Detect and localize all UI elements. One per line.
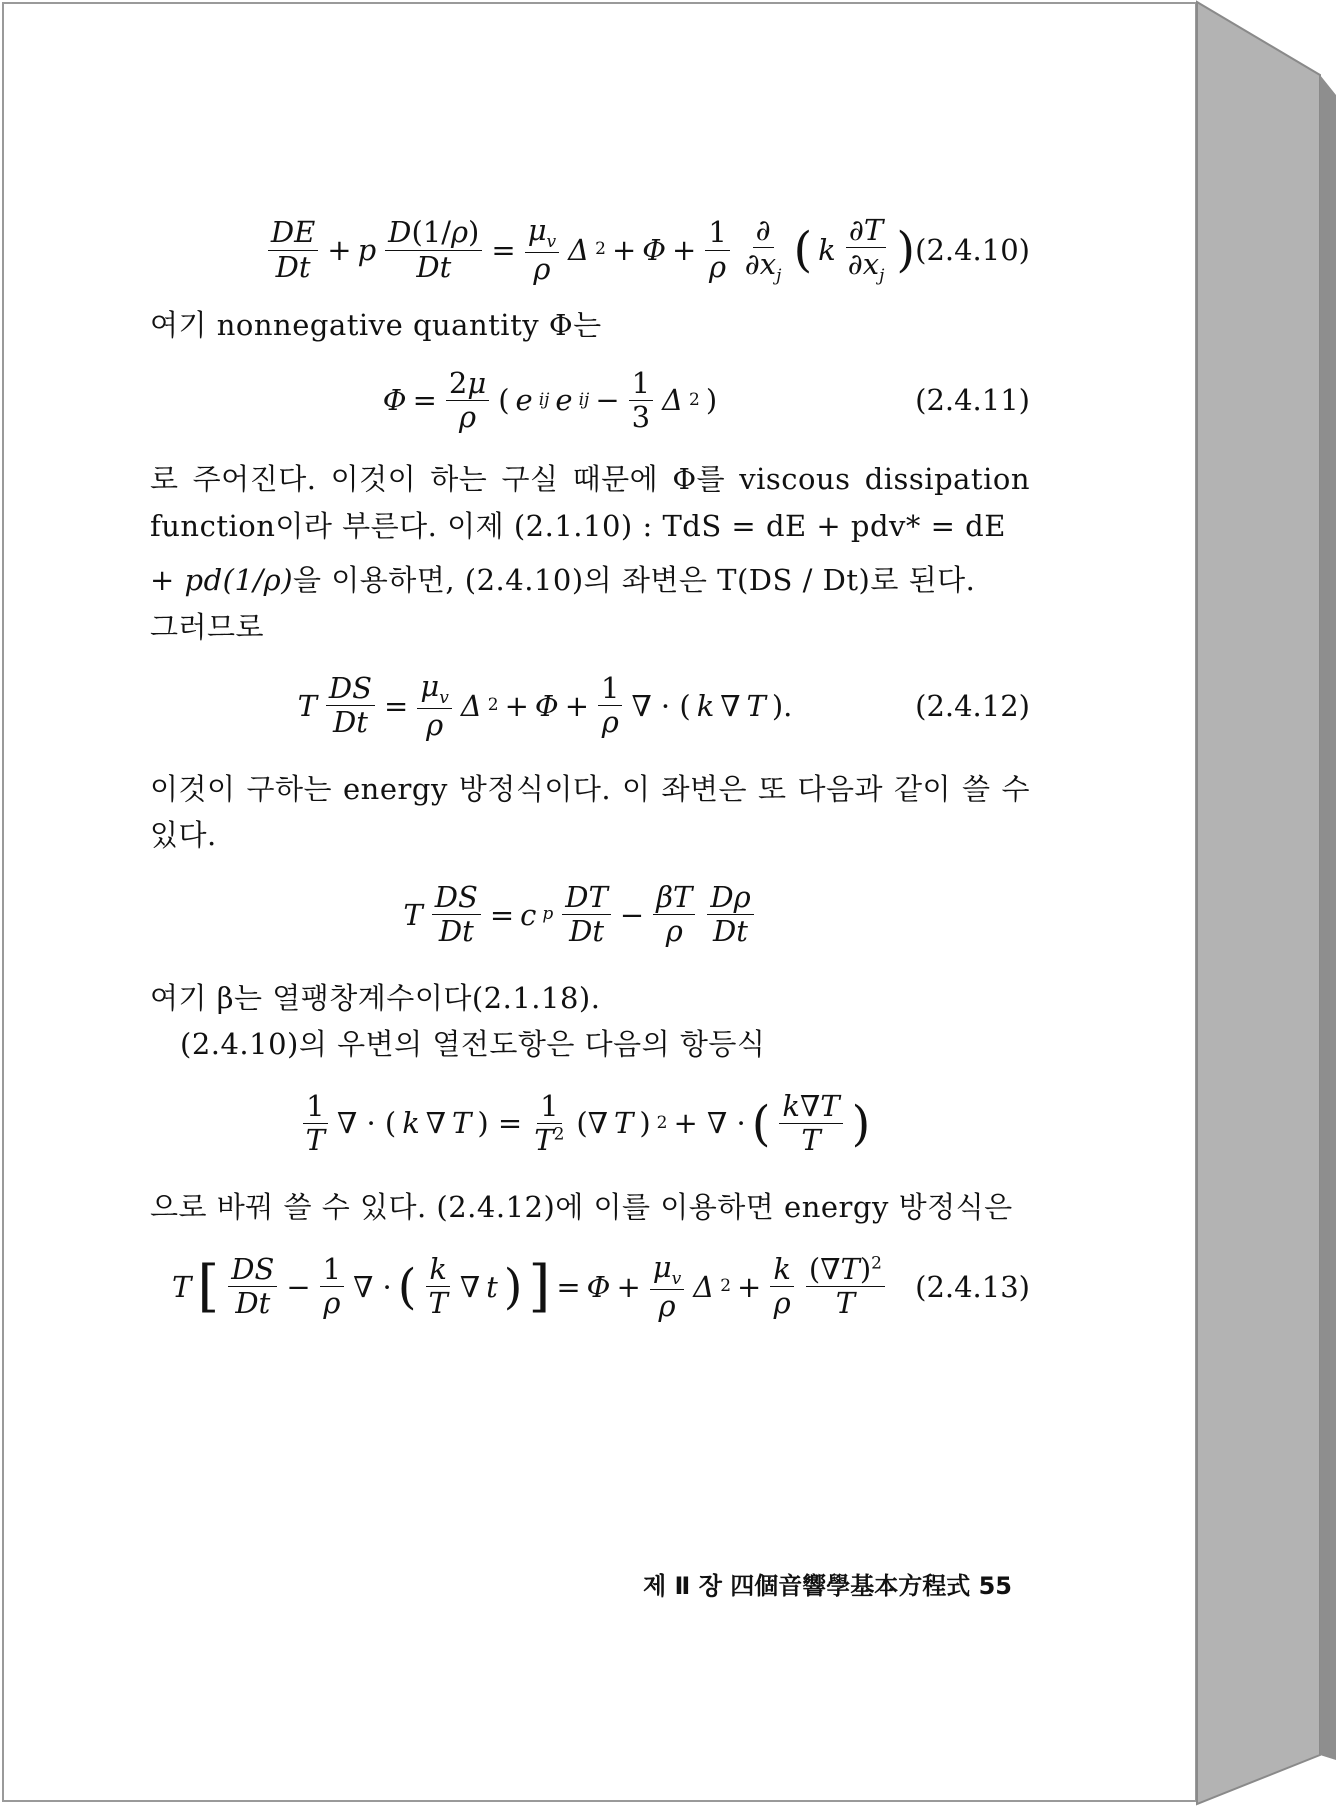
paragraph-3-suffix: 을 이용하면, (2.4.10)의 좌변은 T(DS / Dt)로 된다. (293, 563, 976, 598)
equation-2-4-13 (150, 1244, 1030, 1330)
equation-identity-body: $\frac{1}{T}$ ∇ · ( k ∇ T ) = $\frac{1}{T^2}$ (∇ T ) 2 + ∇ · ( $\frac{k\nabla T}{T}$ ) (300, 1090, 871, 1158)
equation-number: (2.4.13) (915, 1269, 1030, 1304)
equation-number: (2.4.12) (915, 688, 1030, 723)
paragraph-2: 로 주어진다. 이것이 하는 구실 때문에 Φ를 viscous dissipation function이라 부른다. 이제 (2.1.10) : TdS = dE + pdv* = dE (150, 462, 1030, 543)
paragraph-7: (2.4.10)의 우변의 열전도항은 다음의 항등식 (180, 1027, 766, 1062)
page-footer: 제 Ⅱ 장 四個音響學基本方程式 55 (643, 1572, 1012, 1600)
equation-2-4-11 (150, 360, 1030, 440)
page-content (150, 210, 1030, 1330)
equation-number: (2.4.11) (915, 383, 1030, 418)
paragraph-3-prefix: + pd(1/ρ) (150, 563, 294, 598)
equation-identity (150, 1082, 1030, 1166)
equation-2-4-12-body: T $\frac{DS}{Dt}$ = $\frac{\mu_v}{\rho}$ Δ 2 + Φ + $\frac{1}{\rho}$ ∇ · ( k ∇ T ). (297, 668, 793, 742)
equation-2-4-10 (150, 210, 1030, 290)
paragraph-6: 여기 β는 열팽창계수이다(2.1.18). (150, 980, 601, 1015)
equation-number: (2.4.10) (915, 232, 1030, 267)
equation-2-4-12 (150, 666, 1030, 746)
equation-2-4-11-body: Φ = $\frac{2\mu}{\rho}$ ( e ij e ij − $\frac{1}{3}$ Δ 2 ) (382, 365, 718, 434)
paragraph-3 (150, 557, 1030, 603)
paragraph-8: 으로 바꿔 쓸 수 있다. (2.4.12)에 이를 이용하면 energy 방정식은 (150, 1189, 1013, 1224)
paragraph-5: 이것이 구하는 energy 방정식이다. 이 좌변은 또 다음과 같이 쓸 수 있다. (150, 771, 1030, 853)
equation-2-4-13-body: T [ $\frac{DS}{Dt}$ − $\frac{1}{\rho}$ ∇ · ( $\frac{k}{T}$ ∇ t ) ] = Φ + $\frac{\mu_v}{\rho}$ Δ 2 + $\frac{k}{\rho}$ $\frac{(\nabla T)^2}{T}$ (172, 1251, 888, 1324)
paragraph-1: 여기 nonnegative quantity Φ는 (150, 308, 602, 342)
equation-entropy (150, 875, 1030, 955)
equation-2-4-10-body: $\frac{DE}{Dt}$ + p $\frac{D(1/\rho)}{Dt}$ = $\frac{\mu_v}{\rho}$ Δ 2 + Φ + $\frac{1}{\rho}$ $\frac{\partial}{\partial x_j}$ ( k $\frac{\partial T}{\partial x_j}$ ) (265, 214, 915, 287)
equation-entropy-body: T $\frac{DS}{Dt}$ = c p $\frac{DT}{Dt}$ − $\frac{\beta T}{\rho}$ $\frac{D\rho}{Dt}$ (403, 881, 756, 949)
paragraph-4: 그러므로 (150, 609, 265, 644)
